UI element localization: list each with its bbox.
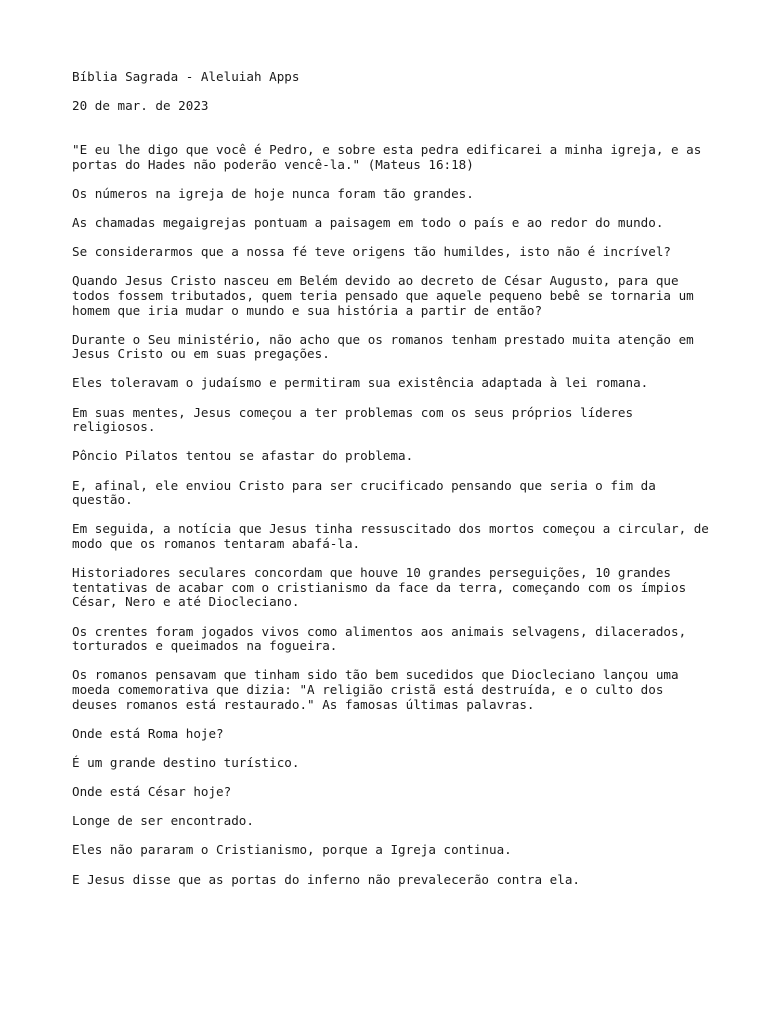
paragraph: E Jesus disse que as portas do inferno não prevalecerão contra ela. [72, 871, 580, 887]
paragraph: Eles não pararam o Cristianismo, porque a Igreja continua. [72, 842, 512, 858]
paragraph: Os crentes foram jogados vivos como alimentos aos animais selvagens, dilacerados, torturados e queimados na fogueira. [72, 623, 687, 654]
document-header: Bíblia Sagrada - Aleluiah Apps [72, 69, 300, 84]
paragraph: Historiadores seculares concordam que houve 10 grandes perseguições, 10 grandes tentativas de acabar com o cristianismo da face da terra, começando com os ímpios César, Nero e até Diocleciano. [72, 565, 687, 610]
paragraph: Longe de ser encontrado. [72, 813, 254, 829]
paragraph: Pôncio Pilatos tentou se afastar do problema. [72, 448, 414, 464]
paragraph: As chamadas megaigrejas pontuam a paisagem em todo o país e ao redor do mundo. [72, 214, 664, 230]
paragraph: Onde está César hoje? [72, 784, 232, 800]
paragraph: Quando Jesus Cristo nasceu em Belém devido ao decreto de César Augusto, para que todos fossem tributados, quem teria pensado que aquele pequeno bebê se tornaria um homem que iria mudar o mundo e sua história a partir de então? [72, 273, 694, 318]
paragraph: Onde está Roma hoje? [72, 725, 224, 741]
document-date: 20 de mar. de 2023 [72, 98, 209, 114]
paragraph: Os números na igreja de hoje nunca foram tão grandes. [72, 185, 474, 201]
paragraph: Em seguida, a notícia que Jesus tinha ressuscitado dos mortos começou a circular, de modo que os romanos tentaram abafá-la. [72, 521, 709, 551]
paragraph: Em suas mentes, Jesus começou a ter problemas com os seus próprios líderes religiosos. [72, 404, 634, 435]
paragraph: Se considerarmos que a nossa fé teve origens tão humildes, isto não é incrível? [72, 244, 671, 260]
paragraph: Eles toleravam o judaísmo e permitiram sua existência adaptada à lei romana. [72, 375, 649, 391]
paragraph: Durante o Seu ministério, não acho que os romanos tenham prestado muita atenção em Jesus Cristo ou em suas pregações. [72, 331, 694, 362]
paragraph: E, afinal, ele enviou Cristo para ser crucificado pensando que seria o fim da questão. [72, 477, 656, 508]
paragraph-verse: "E eu lhe digo que você é Pedro, e sobre esta pedra edificarei a minha igreja, e as portas do Hades não poderão vencê-la." (Mateus 16:18) [72, 141, 702, 172]
paragraph: É um grande destino turístico. [72, 754, 300, 770]
document-page [72, 70, 712, 902]
paragraph: Os romanos pensavam que tinham sido tão bem sucedidos que Diocleciano lançou uma moeda comemorativa que dizia: "A religião cristã está destruída, e o culto dos deuses romanos está restaurado." As famosas últimas palavras. [72, 667, 679, 712]
